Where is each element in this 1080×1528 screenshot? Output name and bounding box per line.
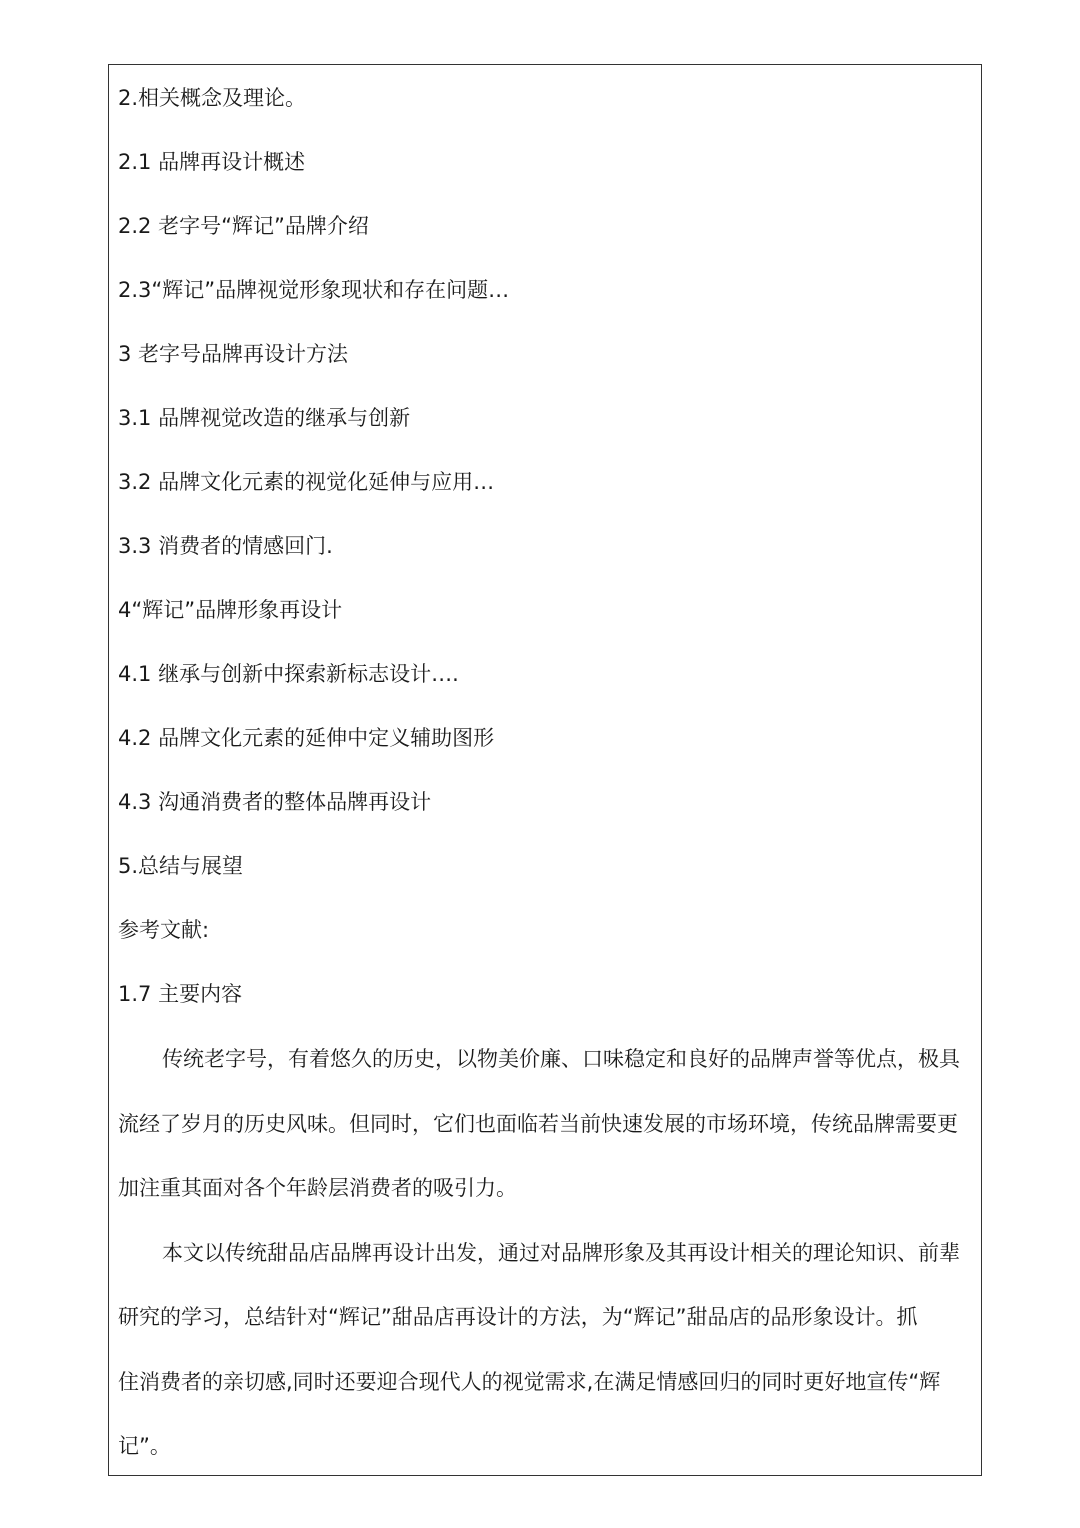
section-heading: 1.7 主要内容: [118, 982, 243, 1006]
outline-item: 3.3 消费者的情感回门.: [118, 534, 333, 558]
paragraph-2-line-1: 本文以传统甜品店品牌再设计出发，通过对品牌形象及其再设计相关的理论知识、前辈: [162, 1241, 960, 1265]
outline-item: 4“辉记”品牌形象再设计: [118, 598, 343, 622]
outline-item: 2.相关概念及理论。: [118, 86, 307, 110]
outline-item: 2.1 品牌再设计概述: [118, 150, 306, 174]
outline-item: 4.1 继承与创新中探索新标志设计….: [118, 662, 459, 686]
paragraph-2-line-3: 住消费者的亲切感,同时还要迎合现代人的视觉需求,在满足情感回归的同时更好地宣传“辉: [118, 1370, 941, 1394]
paragraph-2-line-4: 记”。: [118, 1434, 171, 1458]
paragraph-1-line-2: 流经了岁月的历史风味。但同时，它们也面临若当前快速发展的市场环境，传统品牌需要更: [118, 1112, 958, 1136]
outline-item: 5.总结与展望: [118, 854, 244, 878]
outline-item: 2.3“辉记”品牌视觉形象现状和存在问题…: [118, 278, 510, 302]
outline-item: 3.2 品牌文化元素的视觉化延伸与应用…: [118, 470, 495, 494]
outline-item: 3 老字号品牌再设计方法: [118, 342, 349, 366]
outline-item: 参考文献:: [118, 918, 210, 942]
outline-item: 2.2 老字号“辉记”品牌介绍: [118, 214, 369, 238]
outline-item: 4.3 沟通消费者的整体品牌再设计: [118, 790, 432, 814]
paragraph-1-line-3: 加注重其面对各个年龄层消费者的吸引力。: [118, 1176, 517, 1200]
paragraph-1-line-1: 传统老字号，有着悠久的历史，以物美价廉、口味稳定和良好的品牌声誉等优点，极具: [162, 1047, 960, 1071]
outline-item: 4.2 品牌文化元素的延伸中定义辅助图形: [118, 726, 495, 750]
paragraph-2-line-2: 研究的学习，总结针对“辉记”甜品店再设计的方法，为“辉记”甜品店的品形象设计。抓: [118, 1305, 918, 1329]
outline-item: 3.1 品牌视觉改造的继承与创新: [118, 406, 411, 430]
